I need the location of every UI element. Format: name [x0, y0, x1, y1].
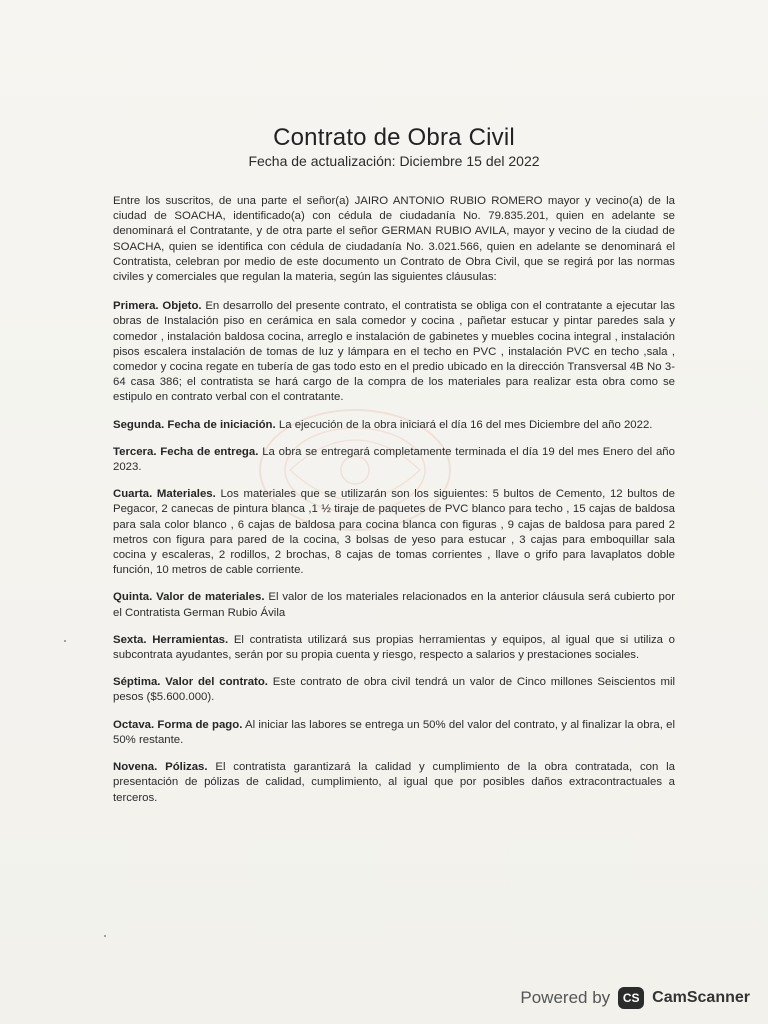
clause-text: La ejecución de la obra iniciará el día 16 del mes Diciembre del año 2022.	[278, 418, 653, 431]
clause-6	[113, 633, 675, 663]
clause-8	[113, 718, 675, 748]
clause-text: El contratista garantizará la calidad y cumplimiento de la obra contratada, con la presentación de pólizas de calidad, cumplimiento, al igual que por posibles daños extracontractuales a terceros.	[113, 761, 675, 804]
clause-heading: Quinta. Valor de materiales.	[113, 591, 265, 604]
clause-heading: Segunda. Fecha de iniciación.	[113, 418, 276, 431]
clause-text: Al iniciar las labores se entrega un 50% del valor del contrato, y al finalizar la obra, el 50% restante.	[113, 718, 675, 746]
clause-heading: Tercera. Fecha de entrega.	[113, 445, 259, 458]
intro-paragraph: Entre los suscritos, de una parte el señor(a) JAIRO ANTONIO RUBIO ROMERO mayor y vecino(a) de la ciudad de SOACHA, identificado(a) con cédula de ciudadanía No. 79.835.201, quien en adelante se denominará el Contratante, y de otra parte el señor GERMAN RUBIO AVILA, mayor y vecino de la ciudad de SOACHA, quien se identifica con cédula de ciudadanía No. 3.021.566, quien en adelante se denominará el Contratista, celebran por medio de este documento un Contrato de Obra Civil, que se regirá por las normas civiles y comerciales que regulan la materia, según las siguientes cláusulas:	[113, 195, 675, 284]
camscanner-brand: CamScanner	[652, 989, 750, 1006]
clause-4	[113, 487, 675, 578]
clause-text: Este contrato de obra civil tendrá un valor de Cinco millones Seiscientos mil pesos ($5.600.000).	[113, 676, 676, 704]
clause-text: El valor de los materiales relacionados en la anterior cláusula será cubierto por el Contratista German Rubio Ávila	[113, 591, 676, 619]
clause-9	[113, 760, 675, 806]
camscanner-footer	[520, 984, 750, 1012]
powered-by-text: Powered by	[520, 988, 611, 1007]
clause-text: Los materiales que se utilizarán son los siguientes: 5 bultos de Cemento, 12 bultos de Pegacor, 2 canecas de pintura blanca ,1 ½ tiraje de paquetes de PVC blanco para techo , 15 cajas de baldosa para sala color blanco , 6 cajas de baldosa para cocina blanca con figuras , 9 cajas de baldosa para pared 2 metros con figura para pared de la cocina, 3 bolsas de yeso para estucar , 3 cajas para emboquillar sala cocina y escaleras, 2 rodillos, 2 brochas, 8 cajas de tomas corrientes , llave o grifo para lavaplatos doble función, 10 metros de cable corriente.	[113, 488, 675, 577]
scan-speck	[64, 640, 66, 642]
clause-heading: Séptima. Valor del contrato.	[113, 676, 268, 689]
document-title: Contrato de Obra Civil	[273, 124, 515, 151]
clause-heading: Novena. Pólizas.	[113, 761, 208, 774]
clause-heading: Cuarta. Materiales.	[113, 488, 216, 501]
clause-1	[113, 299, 675, 405]
clause-2	[113, 418, 675, 433]
clause-heading: Sexta. Herramientas.	[113, 633, 229, 646]
scan-speck	[104, 935, 106, 937]
camscanner-logo-icon: CS	[618, 987, 644, 1009]
clause-heading: Octava. Forma de pago.	[113, 718, 243, 731]
clause-7	[113, 675, 675, 705]
contract-body	[113, 194, 675, 818]
clause-3	[113, 445, 675, 475]
clause-5	[113, 590, 675, 620]
clause-heading: Primera. Objeto.	[113, 300, 202, 313]
clause-text: En desarrollo del presente contrato, el contratista se obliga con el contratante a ejecutar las obras de Instalación piso en cerámica en sala comedor y cocina , pañetar estucar y pintar paredes sala y comedor , instalación baldosa cocina, arreglo e instalación de gabinetes y muebles cocina integral , instalación pisos escalera instalación de tomas de luz y lámpara en el techo en PVC , instalación PVC en techo ,sala , comedor y cocina regate en tubería de gas todo esto en el predio ubicado en la dirección Transversal 4B No 3-64 casa 386; el contratista se hará cargo de la compra de los materiales para realizar esta obra como se estipulo en contrato verbal con el contratante.	[113, 300, 676, 404]
clause-text: El contratista utilizará sus propias herramientas y equipos, al igual que si utiliza o subcontrata ayudantes, serán por su propia cuenta y riesgo, respecto a salarios y prestaciones sociales.	[113, 633, 675, 662]
document-subtitle: Fecha de actualización: Diciembre 15 del 2022	[248, 153, 540, 169]
clause-text: La obra se entregará completamente terminada el día 19 del mes Enero del año 2023.	[113, 445, 675, 474]
